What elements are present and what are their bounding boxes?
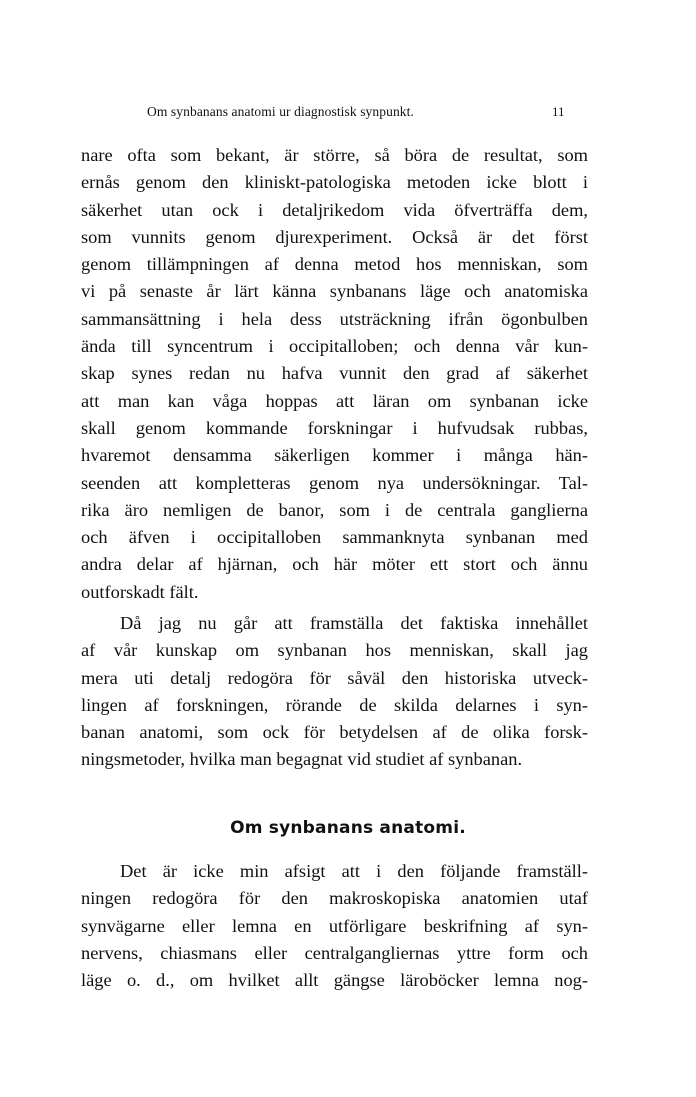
text-line: ända till syncentrum i occipitalloben; och denna vår kun-: [81, 336, 588, 357]
text-line: skap synes redan nu hafva vunnit den grad af säkerhet: [81, 363, 588, 384]
text-line: outforskadt fält.: [81, 581, 199, 602]
paragraph-2: [81, 610, 588, 774]
text-line: sammansättning i hela dess utsträckning ifrån ögonbulben: [81, 308, 588, 329]
text-line: och äfven i occipitalloben sammanknyta synbanan med: [81, 527, 588, 548]
text-line: Då jag nu går att framställa det faktiska innehållet: [120, 613, 588, 633]
text-line: säkerhet utan ock i detaljrikedom vida öfverträffa dem,: [81, 199, 588, 220]
text-line: nare ofta som bekant, är större, så böra de resultat, som: [81, 145, 588, 165]
text-line: hvaremot densamma säkerligen kommer i många hän-: [81, 445, 588, 466]
section-heading: Om synbanans anatomi.: [230, 818, 466, 838]
text-line: af vår kunskap om synbanan hos menniskan, skall jag: [81, 640, 588, 661]
text-line: banan anatomi, som ock för betydelsen af de olika forsk-: [81, 722, 588, 743]
text-line: seenden att kompletteras genom nya undersökningar. Tal-: [81, 472, 588, 493]
text-line: ernås genom den kliniskt-patologiska metoden icke blott i: [81, 172, 588, 193]
text-line: nervens, chiasmans eller centralgangliernas yttre form och: [81, 942, 588, 963]
text-line: rika äro nemligen de banor, som i de centrala ganglierna: [81, 499, 588, 520]
text-line: mera uti detalj redogöra för såväl den historiska utveck-: [81, 667, 588, 688]
text-line: läge o. d., om hvilket allt gängse läroböcker lemna nog-: [81, 970, 588, 991]
text-line: lingen af forskningen, rörande de skilda delarnes i syn-: [81, 694, 588, 715]
text-line: skall genom kommande forskningar i hufvudsak rubbas,: [81, 417, 588, 438]
text-line: andra delar af hjärnan, och här möter ett stort och ännu: [81, 554, 588, 575]
text-line: Det är icke min afsigt att i den följande framställ-: [120, 861, 588, 881]
text-line: ningsmetoder, hvilka man begagnat vid studiet af synbanan.: [81, 749, 523, 770]
text-line: att man kan våga hoppas att läran om synbanan icke: [81, 390, 588, 411]
paragraph-3: [81, 858, 588, 994]
text-line: genom tillämpningen af denna metod hos menniskan, som: [81, 254, 588, 275]
text-line: ningen redogöra för den makroskopiska anatomien utaf: [81, 888, 588, 909]
page-number: 11: [552, 104, 565, 119]
text-line: som vunnits genom djurexperiment. Också är det först: [81, 226, 588, 247]
text-line: vi på senaste år lärt känna synbanans läge och anatomiska: [81, 281, 588, 302]
text-line: synvägarne eller lemna en utförligare beskrifning af syn-: [81, 915, 588, 936]
running-head: Om synbanans anatomi ur diagnostisk synpunkt.: [147, 104, 414, 119]
paragraph-1: [81, 142, 588, 606]
